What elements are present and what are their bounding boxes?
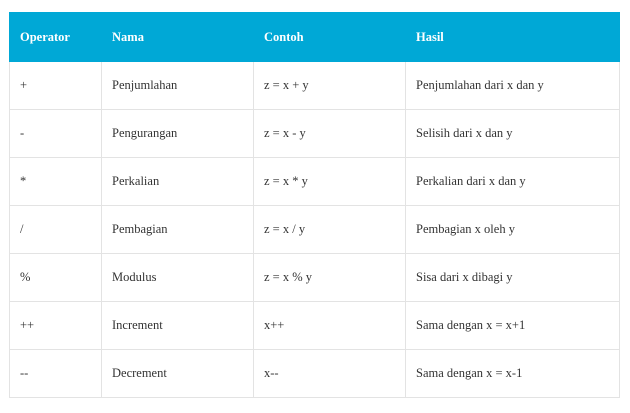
cell-hasil: Penjumlahan dari x dan y <box>406 62 620 110</box>
cell-hasil: Sisa dari x dibagi y <box>406 254 620 302</box>
cell-operator: -- <box>10 350 102 398</box>
cell-contoh: z = x - y <box>254 110 406 158</box>
table-row <box>10 206 620 254</box>
header-row <box>10 13 620 62</box>
cell-operator: ++ <box>10 302 102 350</box>
cell-hasil: Perkalian dari x dan y <box>406 158 620 206</box>
cell-contoh: x-- <box>254 350 406 398</box>
header-contoh: Contoh <box>254 13 406 62</box>
table-row <box>10 302 620 350</box>
header-operator: Operator <box>10 13 102 62</box>
cell-nama: Penjumlahan <box>102 62 254 110</box>
cell-operator: + <box>10 62 102 110</box>
cell-nama: Pembagian <box>102 206 254 254</box>
cell-nama: Modulus <box>102 254 254 302</box>
header-hasil: Hasil <box>406 13 620 62</box>
cell-contoh: z = x % y <box>254 254 406 302</box>
cell-operator: * <box>10 158 102 206</box>
cell-contoh: z = x * y <box>254 158 406 206</box>
cell-nama: Increment <box>102 302 254 350</box>
cell-nama: Decrement <box>102 350 254 398</box>
table-body <box>10 62 620 398</box>
cell-contoh: x++ <box>254 302 406 350</box>
cell-contoh: z = x + y <box>254 62 406 110</box>
header-nama: Nama <box>102 13 254 62</box>
table-row <box>10 110 620 158</box>
cell-hasil: Sama dengan x = x+1 <box>406 302 620 350</box>
table-row <box>10 350 620 398</box>
table-row <box>10 158 620 206</box>
operator-table <box>9 12 620 398</box>
cell-contoh: z = x / y <box>254 206 406 254</box>
cell-nama: Perkalian <box>102 158 254 206</box>
table-header <box>10 13 620 62</box>
cell-hasil: Pembagian x oleh y <box>406 206 620 254</box>
cell-operator: - <box>10 110 102 158</box>
table-row <box>10 62 620 110</box>
cell-operator: / <box>10 206 102 254</box>
table-row <box>10 254 620 302</box>
cell-hasil: Selisih dari x dan y <box>406 110 620 158</box>
cell-hasil: Sama dengan x = x-1 <box>406 350 620 398</box>
cell-nama: Pengurangan <box>102 110 254 158</box>
operator-table-container <box>9 12 619 398</box>
cell-operator: % <box>10 254 102 302</box>
